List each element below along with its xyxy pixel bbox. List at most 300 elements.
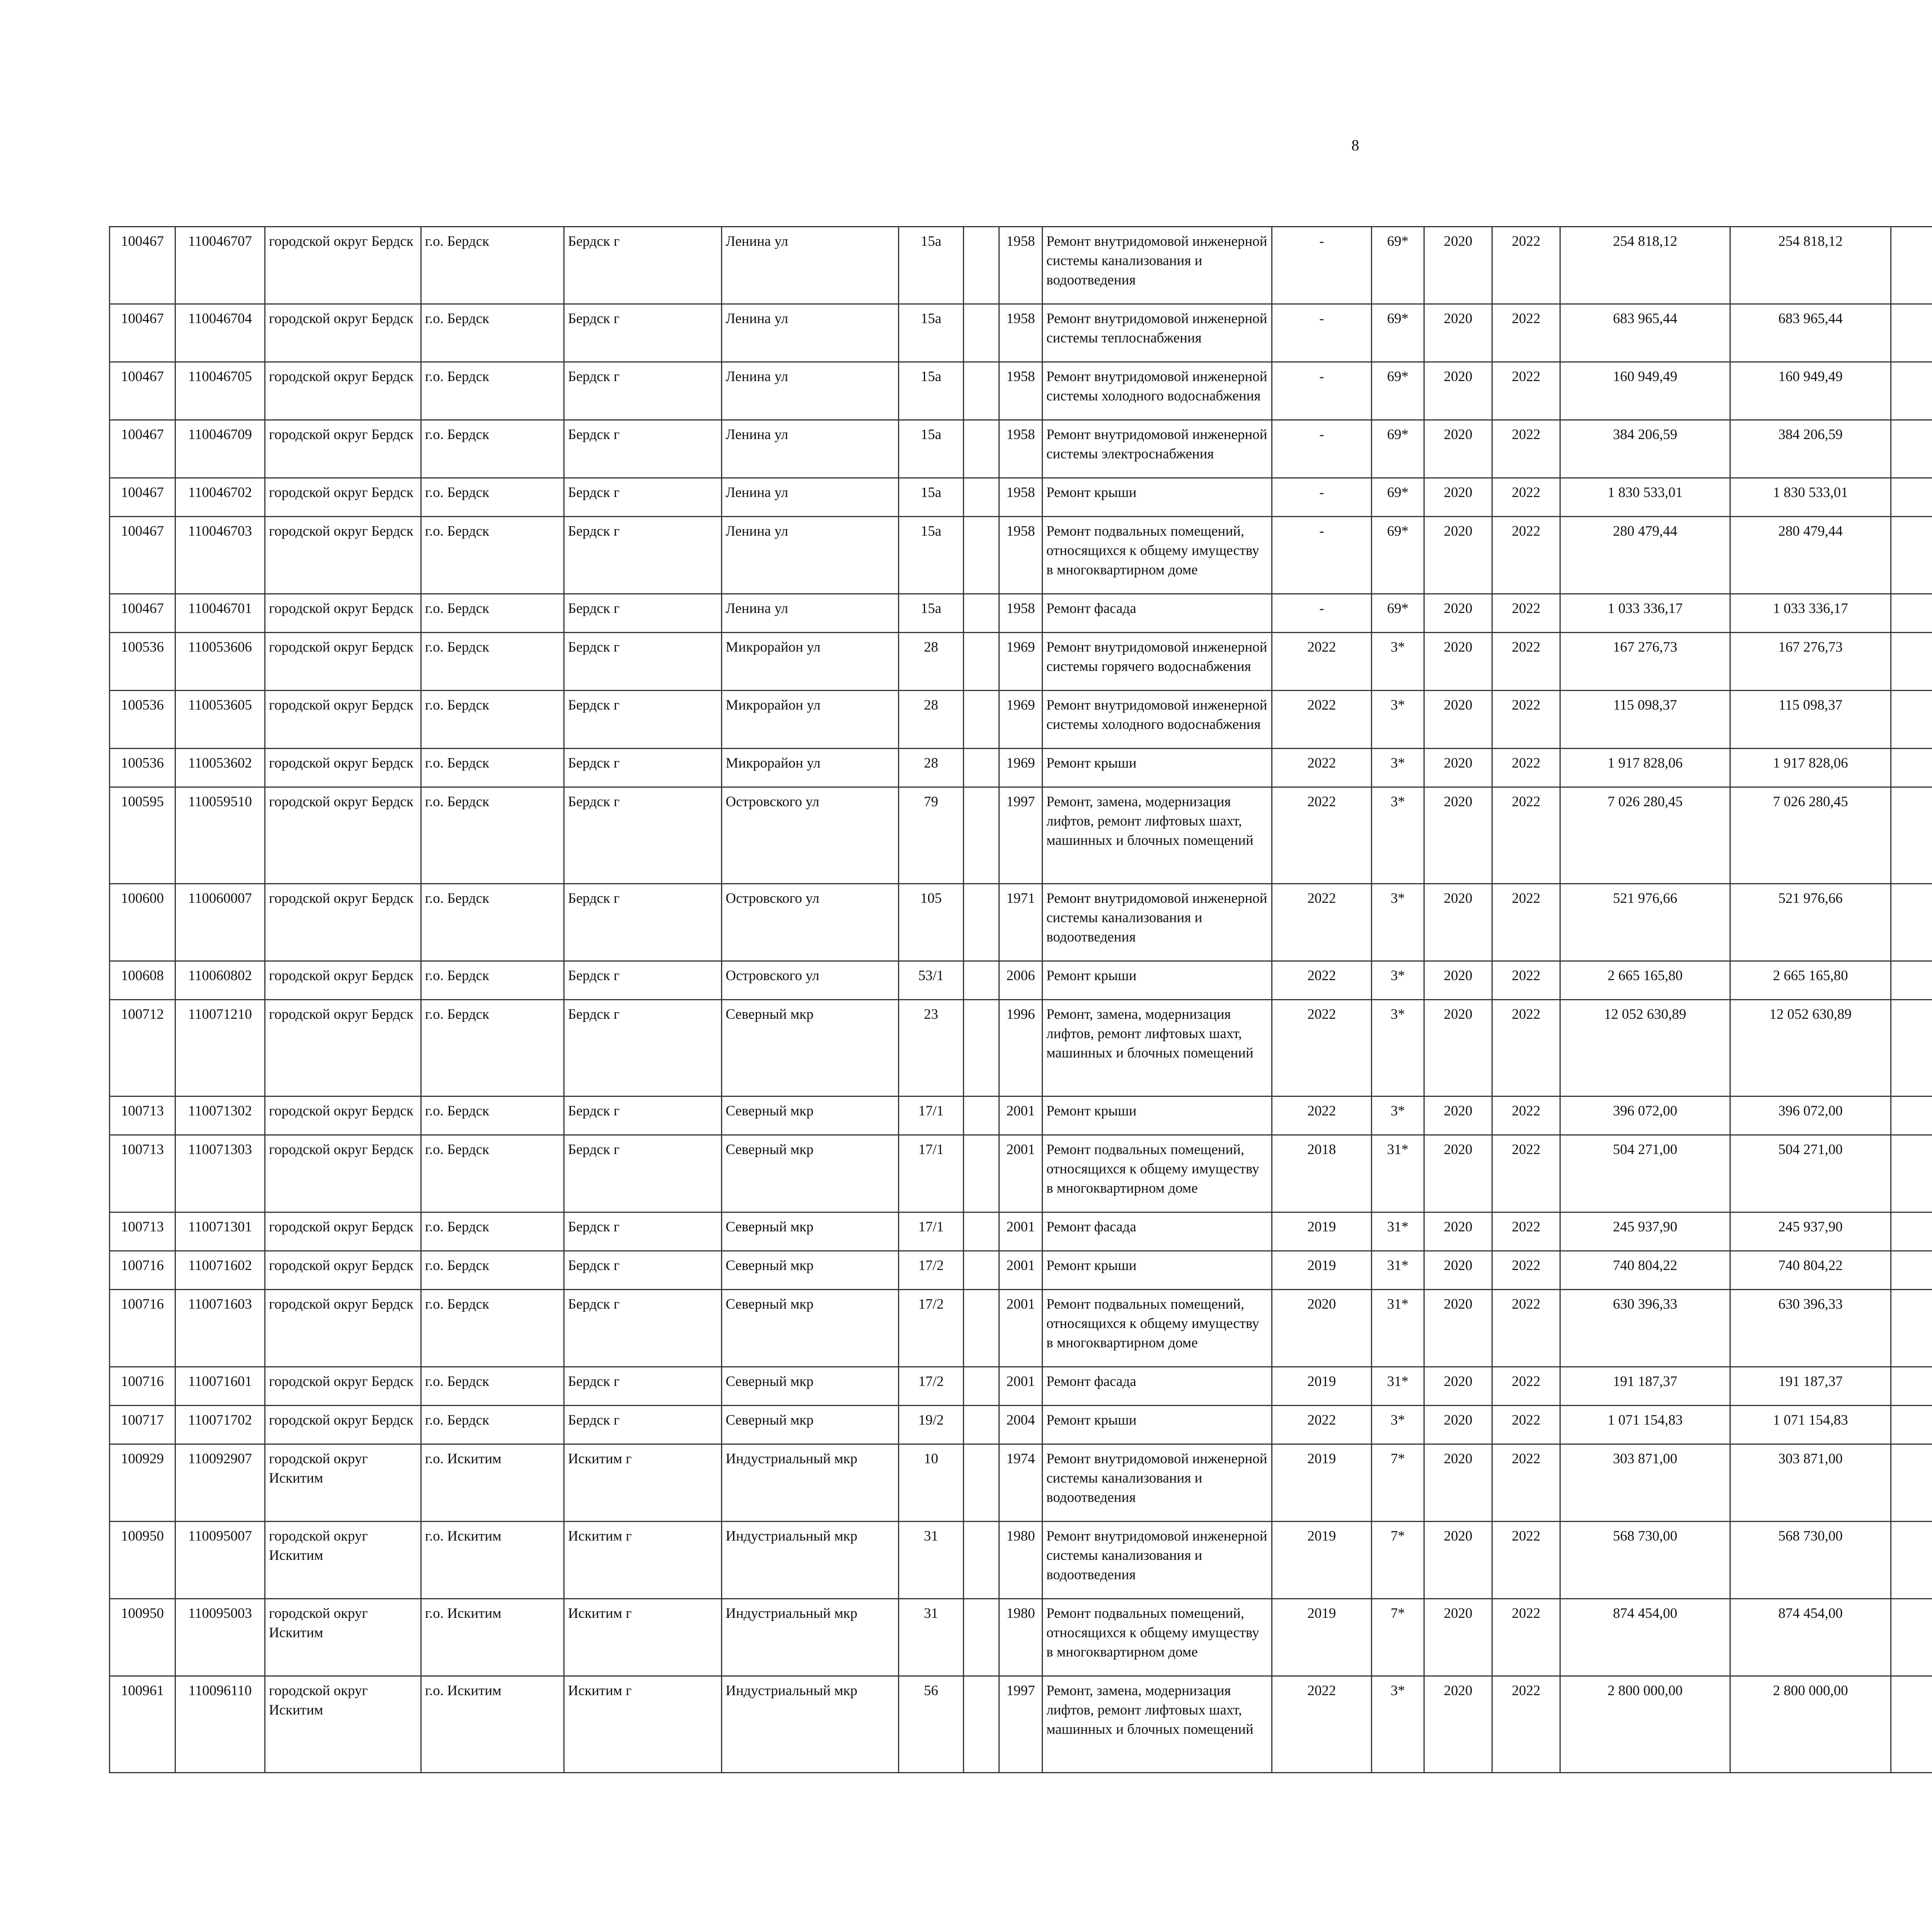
note-ref-cell: 69* [1372,304,1424,362]
note-ref-cell: 69* [1372,517,1424,594]
fund-cost-cell: 521 976,66 [1730,884,1891,961]
building-cell [964,787,999,884]
total-cost-cell: 1 917 828,06 [1560,749,1730,787]
federal-cost-cell [1891,1212,1932,1251]
federal-cost-cell [1891,1406,1932,1444]
locality-cell: Бердск г [564,884,722,961]
last-repair-year-cell: 2018 [1272,1135,1372,1212]
house-id-cell: 100600 [110,884,175,961]
total-cost-cell: 191 187,37 [1560,1367,1730,1406]
total-cost-cell: 303 871,00 [1560,1444,1730,1522]
city-district-cell: г.о. Бердск [421,1251,564,1290]
fund-cost-cell: 245 937,90 [1730,1212,1891,1251]
fund-cost-cell: 630 396,33 [1730,1290,1891,1367]
plan-start-year-cell: 2020 [1424,633,1492,691]
municipality-cell: городской округ Бердск [265,1000,421,1096]
municipality-cell: городской округ Бердск [265,420,421,478]
work-type-cell: Ремонт, замена, модернизация лифтов, ремонт лифтовых шахт, машинных и блочных помещений [1043,1000,1272,1096]
note-ref-cell: 3* [1372,1406,1424,1444]
federal-cost-cell [1891,362,1932,420]
house-number-cell: 31 [899,1599,964,1676]
build-year-cell: 1969 [999,749,1043,787]
house-id-cell: 100467 [110,478,175,517]
last-repair-year-cell: 2022 [1272,633,1372,691]
plan-end-year-cell: 2022 [1492,633,1560,691]
fund-cost-cell: 160 949,49 [1730,362,1891,420]
locality-cell: Бердск г [564,362,722,420]
table-row [110,749,1932,787]
municipality-cell: городской округ Бердск [265,691,421,749]
fund-cost-cell: 1 917 828,06 [1730,749,1891,787]
fund-cost-cell: 683 965,44 [1730,304,1891,362]
fund-cost-cell: 568 730,00 [1730,1522,1891,1599]
total-cost-cell: 568 730,00 [1560,1522,1730,1599]
house-id-cell: 100595 [110,787,175,884]
building-cell [964,1406,999,1444]
fund-cost-cell: 1 830 533,01 [1730,478,1891,517]
note-ref-cell: 7* [1372,1599,1424,1676]
note-ref-cell: 3* [1372,1096,1424,1135]
city-district-cell: г.о. Искитим [421,1599,564,1676]
work-id-cell: 110060802 [175,961,265,1000]
city-district-cell: г.о. Бердск [421,1096,564,1135]
building-cell [964,633,999,691]
plan-start-year-cell: 2020 [1424,517,1492,594]
work-id-cell: 110071603 [175,1290,265,1367]
street-cell: Ленина ул [722,517,899,594]
fund-cost-cell: 1 071 154,83 [1730,1406,1891,1444]
house-number-cell: 10 [899,1444,964,1522]
table-row [110,961,1932,1000]
plan-end-year-cell: 2022 [1492,362,1560,420]
work-id-cell: 110046704 [175,304,265,362]
plan-start-year-cell: 2020 [1424,749,1492,787]
note-ref-cell: 31* [1372,1367,1424,1406]
work-type-cell: Ремонт крыши [1043,478,1272,517]
work-id-cell: 110071303 [175,1135,265,1212]
last-repair-year-cell: - [1272,594,1372,633]
work-type-cell: Ремонт внутридомовой инженерной системы канализования и водоотведения [1043,1444,1272,1522]
work-type-cell: Ремонт внутридомовой инженерной системы холодного водоснабжения [1043,691,1272,749]
house-number-cell: 19/2 [899,1406,964,1444]
total-cost-cell: 280 479,44 [1560,517,1730,594]
plan-start-year-cell: 2020 [1424,304,1492,362]
municipality-cell: городской округ Бердск [265,517,421,594]
total-cost-cell: 2 800 000,00 [1560,1676,1730,1773]
municipality-cell: городской округ Бердск [265,961,421,1000]
fund-cost-cell: 396 072,00 [1730,1096,1891,1135]
build-year-cell: 1997 [999,787,1043,884]
city-district-cell: г.о. Бердск [421,362,564,420]
house-id-cell: 100467 [110,517,175,594]
plan-start-year-cell: 2020 [1424,1251,1492,1290]
plan-end-year-cell: 2022 [1492,1676,1560,1773]
street-cell: Ленина ул [722,420,899,478]
last-repair-year-cell: - [1272,420,1372,478]
city-district-cell: г.о. Бердск [421,227,564,304]
plan-start-year-cell: 2020 [1424,362,1492,420]
street-cell: Ленина ул [722,304,899,362]
work-id-cell: 110053602 [175,749,265,787]
total-cost-cell: 740 804,22 [1560,1251,1730,1290]
work-type-cell: Ремонт крыши [1043,749,1272,787]
house-number-cell: 17/1 [899,1212,964,1251]
total-cost-cell: 12 052 630,89 [1560,1000,1730,1096]
municipality-cell: городской округ Бердск [265,227,421,304]
street-cell: Островского ул [722,787,899,884]
street-cell: Северный мкр [722,1406,899,1444]
fund-cost-cell: 12 052 630,89 [1730,1000,1891,1096]
table-row [110,1000,1932,1096]
plan-end-year-cell: 2022 [1492,884,1560,961]
house-id-cell: 100467 [110,304,175,362]
work-type-cell: Ремонт внутридомовой инженерной системы электроснабжения [1043,420,1272,478]
plan-start-year-cell: 2020 [1424,1096,1492,1135]
house-number-cell: 15а [899,517,964,594]
locality-cell: Бердск г [564,1406,722,1444]
note-ref-cell: 69* [1372,478,1424,517]
fund-cost-cell: 280 479,44 [1730,517,1891,594]
fund-cost-cell: 874 454,00 [1730,1599,1891,1676]
city-district-cell: г.о. Бердск [421,1367,564,1406]
last-repair-year-cell: 2022 [1272,1000,1372,1096]
building-cell [964,1096,999,1135]
locality-cell: Бердск г [564,961,722,1000]
city-district-cell: г.о. Искитим [421,1522,564,1599]
work-id-cell: 110071601 [175,1367,265,1406]
build-year-cell: 1958 [999,517,1043,594]
note-ref-cell: 69* [1372,594,1424,633]
federal-cost-cell [1891,961,1932,1000]
house-id-cell: 100536 [110,749,175,787]
build-year-cell: 1958 [999,594,1043,633]
note-ref-cell: 7* [1372,1522,1424,1599]
house-number-cell: 15а [899,227,964,304]
federal-cost-cell [1891,1000,1932,1096]
total-cost-cell: 160 949,49 [1560,362,1730,420]
locality-cell: Бердск г [564,1251,722,1290]
work-id-cell: 110071210 [175,1000,265,1096]
work-type-cell: Ремонт внутридомовой инженерной системы канализования и водоотведения [1043,227,1272,304]
table-row [110,1406,1932,1444]
street-cell: Индустриальный мкр [722,1676,899,1773]
work-id-cell: 110046709 [175,420,265,478]
locality-cell: Бердск г [564,478,722,517]
federal-cost-cell [1891,749,1932,787]
house-id-cell: 100713 [110,1135,175,1212]
house-number-cell: 79 [899,787,964,884]
building-cell [964,961,999,1000]
table-row [110,787,1932,884]
total-cost-cell: 167 276,73 [1560,633,1730,691]
build-year-cell: 2001 [999,1096,1043,1135]
build-year-cell: 2001 [999,1135,1043,1212]
note-ref-cell: 31* [1372,1135,1424,1212]
plan-start-year-cell: 2020 [1424,1406,1492,1444]
last-repair-year-cell: 2022 [1272,1406,1372,1444]
last-repair-year-cell: - [1272,304,1372,362]
work-type-cell: Ремонт подвальных помещений, относящихся к общему имуществу в многоквартирном доме [1043,517,1272,594]
work-type-cell: Ремонт фасада [1043,594,1272,633]
capital-repair-table [109,226,1932,1773]
note-ref-cell: 3* [1372,633,1424,691]
total-cost-cell: 1 830 533,01 [1560,478,1730,517]
locality-cell: Бердск г [564,517,722,594]
build-year-cell: 1958 [999,227,1043,304]
plan-end-year-cell: 2022 [1492,1096,1560,1135]
street-cell: Северный мкр [722,1290,899,1367]
house-id-cell: 100467 [110,362,175,420]
work-id-cell: 110060007 [175,884,265,961]
fund-cost-cell: 2 665 165,80 [1730,961,1891,1000]
street-cell: Ленина ул [722,362,899,420]
plan-start-year-cell: 2020 [1424,478,1492,517]
building-cell [964,1599,999,1676]
last-repair-year-cell: 2022 [1272,961,1372,1000]
federal-cost-cell [1891,304,1932,362]
plan-end-year-cell: 2022 [1492,1406,1560,1444]
last-repair-year-cell: 2022 [1272,749,1372,787]
city-district-cell: г.о. Искитим [421,1444,564,1522]
building-cell [964,884,999,961]
table-row [110,1367,1932,1406]
city-district-cell: г.о. Бердск [421,420,564,478]
city-district-cell: г.о. Бердск [421,1290,564,1367]
fund-cost-cell: 2 800 000,00 [1730,1676,1891,1773]
municipality-cell: городской округ Бердск [265,633,421,691]
plan-end-year-cell: 2022 [1492,749,1560,787]
last-repair-year-cell: 2019 [1272,1522,1372,1599]
work-id-cell: 110053606 [175,633,265,691]
plan-start-year-cell: 2020 [1424,787,1492,884]
build-year-cell: 1958 [999,478,1043,517]
house-number-cell: 15а [899,420,964,478]
building-cell [964,691,999,749]
locality-cell: Бердск г [564,1135,722,1212]
building-cell [964,1212,999,1251]
city-district-cell: г.о. Бердск [421,1406,564,1444]
work-type-cell: Ремонт, замена, модернизация лифтов, ремонт лифтовых шахт, машинных и блочных помещений [1043,787,1272,884]
house-number-cell: 23 [899,1000,964,1096]
total-cost-cell: 1 033 336,17 [1560,594,1730,633]
note-ref-cell: 3* [1372,1676,1424,1773]
work-id-cell: 110071702 [175,1406,265,1444]
street-cell: Островского ул [722,961,899,1000]
table-row [110,594,1932,633]
locality-cell: Бердск г [564,787,722,884]
street-cell: Индустриальный мкр [722,1444,899,1522]
build-year-cell: 1996 [999,1000,1043,1096]
house-number-cell: 105 [899,884,964,961]
table-row [110,1676,1932,1773]
work-id-cell: 110092907 [175,1444,265,1522]
table-row [110,1444,1932,1522]
work-type-cell: Ремонт фасада [1043,1212,1272,1251]
locality-cell: Бердск г [564,420,722,478]
table-row [110,1251,1932,1290]
table-row [110,1135,1932,1212]
plan-end-year-cell: 2022 [1492,1135,1560,1212]
locality-cell: Искитим г [564,1676,722,1773]
city-district-cell: г.о. Бердск [421,884,564,961]
city-district-cell: г.о. Бердск [421,478,564,517]
city-district-cell: г.о. Бердск [421,961,564,1000]
last-repair-year-cell: 2020 [1272,1290,1372,1367]
locality-cell: Искитим г [564,1599,722,1676]
house-id-cell: 100608 [110,961,175,1000]
federal-cost-cell [1891,594,1932,633]
house-id-cell: 100950 [110,1599,175,1676]
note-ref-cell: 3* [1372,884,1424,961]
plan-start-year-cell: 2020 [1424,1212,1492,1251]
building-cell [964,1135,999,1212]
total-cost-cell: 630 396,33 [1560,1290,1730,1367]
municipality-cell: городской округ Бердск [265,304,421,362]
page-number: 8 [1351,136,1359,154]
federal-cost-cell [1891,633,1932,691]
work-type-cell: Ремонт подвальных помещений, относящихся к общему имуществу в многоквартирном доме [1043,1290,1272,1367]
house-number-cell: 17/1 [899,1135,964,1212]
work-type-cell: Ремонт внутридомовой инженерной системы канализования и водоотведения [1043,1522,1272,1599]
federal-cost-cell [1891,227,1932,304]
house-id-cell: 100929 [110,1444,175,1522]
street-cell: Островского ул [722,884,899,961]
fund-cost-cell: 191 187,37 [1730,1367,1891,1406]
house-id-cell: 100467 [110,227,175,304]
plan-start-year-cell: 2020 [1424,691,1492,749]
building-cell [964,420,999,478]
house-number-cell: 53/1 [899,961,964,1000]
last-repair-year-cell: 2019 [1272,1599,1372,1676]
plan-end-year-cell: 2022 [1492,1599,1560,1676]
house-number-cell: 17/2 [899,1367,964,1406]
work-type-cell: Ремонт внутридомовой инженерной системы холодного водоснабжения [1043,362,1272,420]
city-district-cell: г.о. Искитим [421,1676,564,1773]
street-cell: Ленина ул [722,478,899,517]
building-cell [964,478,999,517]
locality-cell: Бердск г [564,227,722,304]
plan-end-year-cell: 2022 [1492,961,1560,1000]
building-cell [964,517,999,594]
work-id-cell: 110071302 [175,1096,265,1135]
municipality-cell: городской округ Бердск [265,1251,421,1290]
city-district-cell: г.о. Бердск [421,304,564,362]
plan-end-year-cell: 2022 [1492,420,1560,478]
table-row [110,362,1932,420]
note-ref-cell: 3* [1372,961,1424,1000]
building-cell [964,1367,999,1406]
municipality-cell: городской округ Бердск [265,884,421,961]
table-row [110,1212,1932,1251]
work-id-cell: 110046702 [175,478,265,517]
table-row [110,1522,1932,1599]
street-cell: Микрорайон ул [722,749,899,787]
build-year-cell: 1980 [999,1599,1043,1676]
street-cell: Северный мкр [722,1367,899,1406]
federal-cost-cell [1891,787,1932,884]
build-year-cell: 2001 [999,1367,1043,1406]
fund-cost-cell: 115 098,37 [1730,691,1891,749]
municipality-cell: городской округ Искитим [265,1444,421,1522]
house-id-cell: 100713 [110,1096,175,1135]
federal-cost-cell [1891,1367,1932,1406]
work-id-cell: 110071301 [175,1212,265,1251]
work-id-cell: 110046701 [175,594,265,633]
house-number-cell: 15а [899,478,964,517]
note-ref-cell: 3* [1372,691,1424,749]
build-year-cell: 1958 [999,362,1043,420]
work-type-cell: Ремонт внутридомовой инженерной системы канализования и водоотведения [1043,884,1272,961]
table-row [110,227,1932,304]
plan-end-year-cell: 2022 [1492,1000,1560,1096]
locality-cell: Бердск г [564,691,722,749]
work-id-cell: 110046707 [175,227,265,304]
street-cell: Северный мкр [722,1096,899,1135]
total-cost-cell: 115 098,37 [1560,691,1730,749]
house-number-cell: 28 [899,633,964,691]
fund-cost-cell: 384 206,59 [1730,420,1891,478]
total-cost-cell: 504 271,00 [1560,1135,1730,1212]
municipality-cell: городской округ Бердск [265,362,421,420]
municipality-cell: городской округ Бердск [265,1406,421,1444]
house-number-cell: 28 [899,691,964,749]
municipality-cell: городской округ Искитим [265,1599,421,1676]
fund-cost-cell: 7 026 280,45 [1730,787,1891,884]
city-district-cell: г.о. Бердск [421,1000,564,1096]
house-id-cell: 100536 [110,633,175,691]
building-cell [964,1676,999,1773]
table-row [110,1599,1932,1676]
table-row [110,420,1932,478]
building-cell [964,304,999,362]
last-repair-year-cell: 2022 [1272,787,1372,884]
building-cell [964,1000,999,1096]
last-repair-year-cell: 2022 [1272,691,1372,749]
note-ref-cell: 31* [1372,1212,1424,1251]
city-district-cell: г.о. Бердск [421,787,564,884]
building-cell [964,1290,999,1367]
plan-start-year-cell: 2020 [1424,1522,1492,1599]
last-repair-year-cell: 2022 [1272,1096,1372,1135]
street-cell: Северный мкр [722,1135,899,1212]
plan-start-year-cell: 2020 [1424,1444,1492,1522]
federal-cost-cell [1891,1096,1932,1135]
street-cell: Северный мкр [722,1212,899,1251]
house-number-cell: 56 [899,1676,964,1773]
locality-cell: Бердск г [564,594,722,633]
locality-cell: Бердск г [564,1290,722,1367]
city-district-cell: г.о. Бердск [421,633,564,691]
street-cell: Микрорайон ул [722,633,899,691]
house-number-cell: 31 [899,1522,964,1599]
municipality-cell: городской округ Бердск [265,1367,421,1406]
build-year-cell: 1958 [999,420,1043,478]
last-repair-year-cell: 2019 [1272,1444,1372,1522]
plan-end-year-cell: 2022 [1492,594,1560,633]
note-ref-cell: 69* [1372,227,1424,304]
build-year-cell: 1971 [999,884,1043,961]
build-year-cell: 2006 [999,961,1043,1000]
building-cell [964,749,999,787]
last-repair-year-cell: 2022 [1272,1676,1372,1773]
table-row [110,884,1932,961]
plan-end-year-cell: 2022 [1492,1522,1560,1599]
house-id-cell: 100712 [110,1000,175,1096]
work-id-cell: 110095003 [175,1599,265,1676]
build-year-cell: 2001 [999,1251,1043,1290]
work-type-cell: Ремонт подвальных помещений, относящихся к общему имуществу в многоквартирном доме [1043,1135,1272,1212]
house-id-cell: 100950 [110,1522,175,1599]
